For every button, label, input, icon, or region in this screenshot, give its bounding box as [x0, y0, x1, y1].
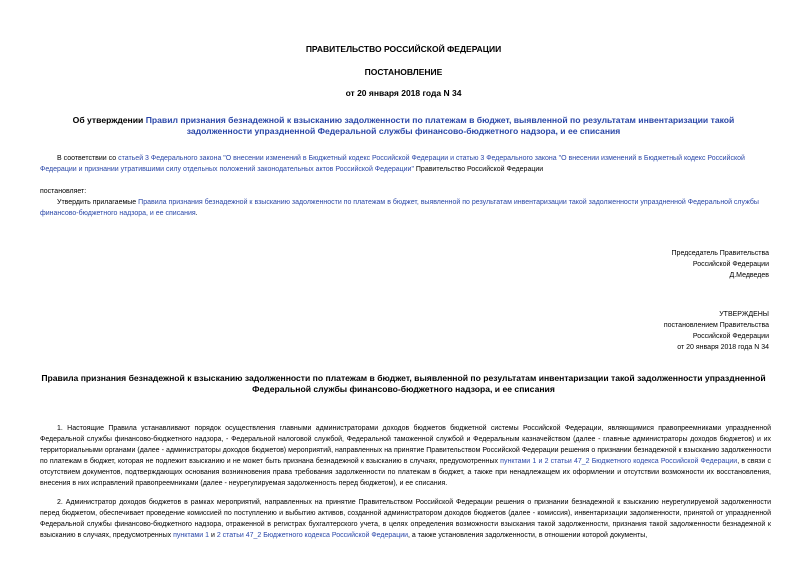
preamble-text-2: Правительство Российской Федерации [413, 166, 544, 173]
approval-line-1: УТВЕРЖДЕНЫ [719, 311, 769, 318]
signature-line-1: Председатель Правительства [671, 250, 769, 257]
para2-text-2: и [209, 532, 217, 539]
decree-label: постановляет: [40, 188, 87, 195]
document-date: от 20 января 2018 года N 34 [345, 88, 462, 98]
preamble-text-1: В соответствии со [57, 155, 119, 162]
document-title [40, 115, 767, 137]
rules-paragraph-1 [40, 423, 771, 489]
para2-points-link[interactable]: пунктами 1 [173, 532, 209, 539]
rules-title: Правила признания безнадежной к взысканию задолженности по платежам в бюджет, выявленной по результатам инвентаризации такой задолженности упраздненной Федеральной службы финансово-бюджетного надзора, и ее списания [41, 373, 766, 394]
para1-text-2: , в связи с отсутствием документов, подтверждающих основания возникновения права требования задолженности по платежам в бюджет, а также при ненадлежащем их оформлении и отсутствии возможности их восстановления, внесения в них исправлений правопреемниками (далее - неурегулируемая задолженность перед бюджетом), и ее списания. [40, 458, 771, 487]
decree-rules-link[interactable]: Правила признания безнадежной к взысканию задолженности по платежам в бюджет, выявленной по результатам инвентаризации такой задолженности упраздненной Федеральной службы финансово-бюджетного надзора, и ее списания [40, 199, 759, 217]
preamble-law-link[interactable]: статьей 3 Федерального закона "О внесении изменений в Бюджетный кодекс Российской Федерации и статью 3 Федерального закона "О внесении изменений в Бюджетный кодекс Российской Федерации и признании утратившими силу отдельных положений законодательных актов Российской Федерации" [40, 155, 745, 173]
rules-paragraph-2 [40, 497, 771, 541]
title-rules-link[interactable]: Правил признания безнадежной к взысканию задолженности по платежам в бюджет, выявленной по результатам инвентаризации такой задолженности упраздненной Федеральной службы финансово-бюджетного надзора, и ее списания [145, 115, 735, 136]
para2-text-3: , а также установления задолженности, в отношении которой документы, [408, 532, 648, 539]
para1-budget-code-link[interactable]: пунктами 1 и 2 статьи 47_2 Бюджетного кодекса Российской Федерации [500, 458, 738, 465]
preamble-paragraph [40, 153, 771, 175]
title-prefix: Об утверждении [72, 115, 146, 125]
para2-text-1: 2. Администратор доходов бюджетов в рамках мероприятий, направленных на принятие Правительством Российской Федерации решения о признании безнадежной к взысканию неурегулируемой задолженности перед бюджетом, обеспечивает проведение комиссией по поступлению и выбытию активов, созданной администратором доходов бюджетов (далее - комиссия), инвентаризации задолженности, принятой от упраздненной Федеральной службы финансово-бюджетного надзора, отраженной в регистрах бухгалтерского учета, в целях определения возможности взыскания такой задолженности, признания такой задолженности безнадежной к взысканию в случаях, предусмотренных [40, 499, 771, 539]
approval-line-2: постановлением Правительства [663, 322, 769, 329]
signature-line-3: Д.Медведев [729, 272, 769, 279]
signature-block [520, 248, 769, 281]
decree-text-1: Утвердить прилагаемые [57, 199, 139, 206]
para2-budget-code-link[interactable]: 2 статьи 47_2 Бюджетного кодекса Российской Федерации [216, 532, 409, 539]
approval-line-4: от 20 января 2018 года N 34 [677, 344, 769, 351]
government-heading: ПРАВИТЕЛЬСТВО РОССИЙСКОЙ ФЕДЕРАЦИИ [305, 44, 502, 54]
decree-text-2: . [195, 210, 198, 217]
approval-stamp [520, 309, 769, 353]
decree-paragraph [40, 197, 771, 219]
signature-line-2: Российской Федерации [692, 261, 769, 268]
approval-line-3: Российской Федерации [692, 333, 769, 340]
para1-text-1: 1. Настоящие Правила устанавливают порядок осуществления главными администраторами доходов бюджетов бюджетной системы Российской Федерации, являющимися правопреемниками упраздненной Федеральной службы финансово-бюджетного надзора, - Федеральной налоговой службой, Федеральной таможенной службой и Федеральным казначейством (далее - главные администраторы доходов бюджетов) и их территориальными органами (далее - администраторы доходов бюджетов) мероприятий, направленных на принятие Правительством Российской Федерации решения о признании безнадежной к взысканию задолженности по платежам в бюджет, которая не подлежит взысканию и не может быть признана безнадежной к взысканию в случаях, предусмотренных [40, 425, 771, 465]
document-type-heading: ПОСТАНОВЛЕНИЕ [364, 67, 443, 77]
